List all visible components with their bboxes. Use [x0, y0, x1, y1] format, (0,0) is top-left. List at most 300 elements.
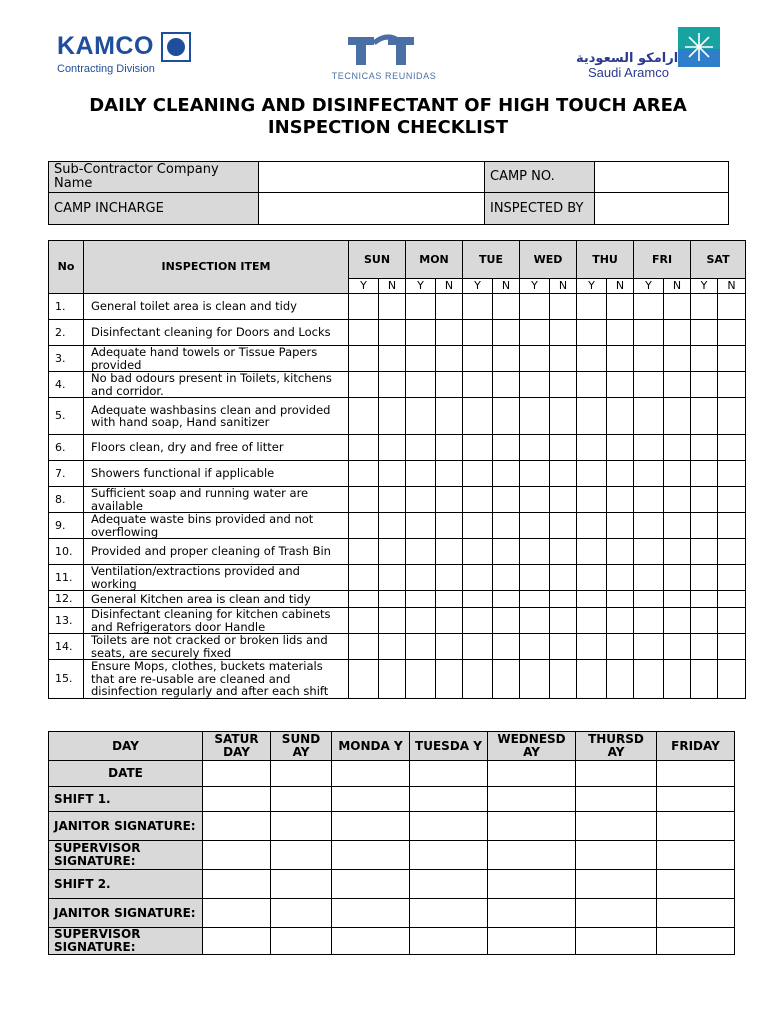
schedule-entry-cell[interactable] — [332, 761, 410, 787]
check-cell-tue-n[interactable] — [493, 539, 520, 565]
check-cell-sun-n[interactable] — [379, 660, 406, 699]
check-cell-fri-y[interactable] — [634, 435, 664, 461]
schedule-entry-cell[interactable] — [576, 787, 657, 812]
check-cell-mon-n[interactable] — [436, 487, 463, 513]
checklist-row — [49, 294, 746, 320]
check-cell-thu-n[interactable] — [607, 294, 634, 320]
check-cell-thu-y[interactable] — [577, 372, 607, 398]
check-cell-tue-y[interactable] — [463, 539, 493, 565]
check-cell-sat-n[interactable] — [718, 294, 746, 320]
check-cell-fri-n[interactable] — [664, 435, 691, 461]
check-cell-sat-n[interactable] — [718, 660, 746, 699]
check-cell-sat-y[interactable] — [691, 294, 718, 320]
day-header-thu: THU — [577, 241, 634, 279]
check-cell-mon-n[interactable] — [436, 372, 463, 398]
check-cell-thu-y[interactable] — [577, 591, 607, 608]
check-cell-sat-n[interactable] — [718, 539, 746, 565]
schedule-entry-cell[interactable] — [332, 787, 410, 812]
check-cell-thu-n[interactable] — [607, 398, 634, 435]
check-cell-sat-y[interactable] — [691, 320, 718, 346]
schedule-entry-cell[interactable] — [271, 761, 332, 787]
check-cell-mon-n[interactable] — [436, 346, 463, 372]
check-cell-wed-y[interactable] — [520, 435, 550, 461]
check-cell-sun-n[interactable] — [379, 372, 406, 398]
schedule-entry-cell[interactable] — [657, 787, 735, 812]
checklist-row — [49, 320, 746, 346]
check-cell-wed-n[interactable] — [550, 539, 577, 565]
check-cell-thu-y[interactable] — [577, 461, 607, 487]
check-cell-sat-y[interactable] — [691, 461, 718, 487]
check-cell-sun-y[interactable] — [349, 435, 379, 461]
schedule-entry-cell[interactable] — [657, 812, 735, 841]
check-cell-wed-y[interactable] — [520, 660, 550, 699]
check-cell-fri-y[interactable] — [634, 346, 664, 372]
check-cell-thu-n[interactable] — [607, 660, 634, 699]
check-cell-sat-y[interactable] — [691, 591, 718, 608]
schedule-row — [49, 761, 735, 787]
check-cell-mon-n[interactable] — [436, 608, 463, 634]
schedule-entry-cell[interactable] — [488, 787, 576, 812]
check-cell-mon-n[interactable] — [436, 634, 463, 660]
check-cell-sun-y[interactable] — [349, 372, 379, 398]
check-cell-fri-y[interactable] — [634, 565, 664, 591]
check-cell-fri-n[interactable] — [664, 487, 691, 513]
check-cell-mon-y[interactable] — [406, 591, 436, 608]
check-cell-mon-y[interactable] — [406, 539, 436, 565]
check-cell-wed-n[interactable] — [550, 634, 577, 660]
schedule-row-label: SUPERVISOR SIGNATURE: — [49, 841, 203, 870]
check-cell-wed-y[interactable] — [520, 634, 550, 660]
check-cell-wed-n[interactable] — [550, 487, 577, 513]
item-number: 9. — [49, 513, 84, 539]
check-cell-fri-y[interactable] — [634, 634, 664, 660]
check-cell-wed-y[interactable] — [520, 608, 550, 634]
check-cell-tue-n[interactable] — [493, 513, 520, 539]
column-header-no: No — [49, 241, 84, 294]
check-cell-wed-y[interactable] — [520, 372, 550, 398]
check-cell-thu-n[interactable] — [607, 634, 634, 660]
schedule-entry-cell[interactable] — [657, 870, 735, 899]
check-cell-tue-n[interactable] — [493, 435, 520, 461]
no-header-fri: N — [664, 279, 691, 294]
schedule-entry-cell[interactable] — [332, 899, 410, 928]
check-cell-sun-y[interactable] — [349, 461, 379, 487]
check-cell-sat-y[interactable] — [691, 513, 718, 539]
check-cell-sat-n[interactable] — [718, 372, 746, 398]
check-cell-mon-n[interactable] — [436, 398, 463, 435]
check-cell-sun-n[interactable] — [379, 294, 406, 320]
check-cell-fri-y[interactable] — [634, 372, 664, 398]
check-cell-tue-n[interactable] — [493, 660, 520, 699]
check-cell-fri-y[interactable] — [634, 591, 664, 608]
schedule-entry-cell[interactable] — [203, 812, 271, 841]
check-cell-sun-n[interactable] — [379, 346, 406, 372]
check-cell-wed-n[interactable] — [550, 565, 577, 591]
schedule-entry-cell[interactable] — [410, 928, 488, 955]
check-cell-fri-n[interactable] — [664, 591, 691, 608]
check-cell-tue-y[interactable] — [463, 346, 493, 372]
check-cell-fri-n[interactable] — [664, 372, 691, 398]
no-header-sun: N — [379, 279, 406, 294]
check-cell-sat-n[interactable] — [718, 435, 746, 461]
check-cell-tue-y[interactable] — [463, 660, 493, 699]
check-cell-tue-n[interactable] — [493, 372, 520, 398]
schedule-entry-cell[interactable] — [332, 928, 410, 955]
check-cell-tue-n[interactable] — [493, 487, 520, 513]
checklist-row — [49, 539, 746, 565]
check-cell-sun-n[interactable] — [379, 435, 406, 461]
check-cell-fri-y[interactable] — [634, 320, 664, 346]
schedule-entry-cell[interactable] — [576, 928, 657, 955]
item-text: Toilets are not cracked or broken lids and seats, are securely fixed — [84, 634, 349, 660]
check-cell-fri-y[interactable] — [634, 513, 664, 539]
check-cell-sat-n[interactable] — [718, 461, 746, 487]
check-cell-wed-n[interactable] — [550, 513, 577, 539]
check-cell-wed-n[interactable] — [550, 398, 577, 435]
check-cell-sun-n[interactable] — [379, 608, 406, 634]
check-cell-fri-n[interactable] — [664, 539, 691, 565]
check-cell-tue-y[interactable] — [463, 513, 493, 539]
camp-no-label: CAMP NO. — [485, 162, 595, 193]
schedule-entry-cell[interactable] — [576, 870, 657, 899]
schedule-entry-cell[interactable] — [576, 899, 657, 928]
check-cell-sat-n[interactable] — [718, 398, 746, 435]
check-cell-thu-n[interactable] — [607, 608, 634, 634]
check-cell-sat-n[interactable] — [718, 565, 746, 591]
check-cell-mon-n[interactable] — [436, 539, 463, 565]
check-cell-thu-y[interactable] — [577, 539, 607, 565]
check-cell-tue-n[interactable] — [493, 294, 520, 320]
schedule-entry-cell[interactable] — [410, 841, 488, 870]
check-cell-mon-y[interactable] — [406, 346, 436, 372]
check-cell-tue-n[interactable] — [493, 320, 520, 346]
check-cell-mon-y[interactable] — [406, 513, 436, 539]
check-cell-mon-n[interactable] — [436, 591, 463, 608]
check-cell-tue-y[interactable] — [463, 461, 493, 487]
check-cell-fri-y[interactable] — [634, 608, 664, 634]
check-cell-thu-n[interactable] — [607, 487, 634, 513]
check-cell-wed-n[interactable] — [550, 294, 577, 320]
check-cell-sun-y[interactable] — [349, 513, 379, 539]
check-cell-sat-y[interactable] — [691, 660, 718, 699]
inspected-by-field[interactable] — [595, 193, 729, 225]
item-text: Disinfectant cleaning for Doors and Locks — [84, 320, 349, 346]
check-cell-fri-n[interactable] — [664, 398, 691, 435]
check-cell-sat-n[interactable] — [718, 591, 746, 608]
schedule-entry-cell[interactable] — [657, 761, 735, 787]
check-cell-sun-y[interactable] — [349, 487, 379, 513]
schedule-entry-cell[interactable] — [657, 841, 735, 870]
check-cell-sat-n[interactable] — [718, 513, 746, 539]
check-cell-sat-y[interactable] — [691, 398, 718, 435]
schedule-entry-cell[interactable] — [271, 812, 332, 841]
check-cell-thu-n[interactable] — [607, 372, 634, 398]
check-cell-tue-n[interactable] — [493, 591, 520, 608]
item-text: Sufficient soap and running water are available — [84, 487, 349, 513]
check-cell-wed-n[interactable] — [550, 435, 577, 461]
schedule-entry-cell[interactable] — [488, 899, 576, 928]
no-header-thu: N — [607, 279, 634, 294]
check-cell-sat-n[interactable] — [718, 634, 746, 660]
check-cell-tue-y[interactable] — [463, 398, 493, 435]
check-cell-mon-y[interactable] — [406, 461, 436, 487]
check-cell-mon-y[interactable] — [406, 372, 436, 398]
check-cell-sat-y[interactable] — [691, 487, 718, 513]
check-cell-thu-y[interactable] — [577, 565, 607, 591]
check-cell-fri-y[interactable] — [634, 461, 664, 487]
check-cell-sun-n[interactable] — [379, 513, 406, 539]
check-cell-wed-y[interactable] — [520, 461, 550, 487]
check-cell-tue-n[interactable] — [493, 398, 520, 435]
check-cell-thu-n[interactable] — [607, 320, 634, 346]
schedule-signature-table — [48, 731, 735, 955]
check-cell-mon-y[interactable] — [406, 435, 436, 461]
schedule-entry-cell[interactable] — [410, 870, 488, 899]
check-cell-mon-y[interactable] — [406, 487, 436, 513]
check-cell-thu-y[interactable] — [577, 320, 607, 346]
schedule-row-label: SHIFT 2. — [49, 870, 203, 899]
check-cell-mon-y[interactable] — [406, 608, 436, 634]
schedule-entry-cell[interactable] — [488, 761, 576, 787]
check-cell-sun-y[interactable] — [349, 634, 379, 660]
check-cell-mon-n[interactable] — [436, 435, 463, 461]
schedule-row — [49, 812, 735, 841]
check-cell-mon-y[interactable] — [406, 565, 436, 591]
schedule-entry-cell[interactable] — [271, 787, 332, 812]
check-cell-tue-y[interactable] — [463, 591, 493, 608]
check-cell-fri-n[interactable] — [664, 461, 691, 487]
check-cell-thu-n[interactable] — [607, 513, 634, 539]
schedule-entry-cell[interactable] — [576, 761, 657, 787]
check-cell-tue-n[interactable] — [493, 461, 520, 487]
check-cell-thu-y[interactable] — [577, 346, 607, 372]
check-cell-wed-n[interactable] — [550, 660, 577, 699]
check-cell-sun-n[interactable] — [379, 461, 406, 487]
schedule-header-6: THURSD AY — [576, 732, 657, 761]
kamco-logo — [57, 32, 155, 75]
check-cell-thu-y[interactable] — [577, 513, 607, 539]
schedule-row-label: JANITOR SIGNATURE: — [49, 812, 203, 841]
schedule-row — [49, 787, 735, 812]
day-header-fri: FRI — [634, 241, 691, 279]
check-cell-wed-n[interactable] — [550, 461, 577, 487]
check-cell-tue-n[interactable] — [493, 608, 520, 634]
check-cell-sun-n[interactable] — [379, 634, 406, 660]
check-cell-mon-y[interactable] — [406, 320, 436, 346]
check-cell-thu-y[interactable] — [577, 608, 607, 634]
item-text: No bad odours present in Toilets, kitchens and corridor. — [84, 372, 349, 398]
check-cell-sun-n[interactable] — [379, 320, 406, 346]
check-cell-tue-y[interactable] — [463, 565, 493, 591]
check-cell-fri-n[interactable] — [664, 634, 691, 660]
schedule-entry-cell[interactable] — [203, 841, 271, 870]
check-cell-mon-y[interactable] — [406, 294, 436, 320]
check-cell-wed-y[interactable] — [520, 513, 550, 539]
check-cell-sun-y[interactable] — [349, 608, 379, 634]
check-cell-sun-y[interactable] — [349, 539, 379, 565]
inspection-checklist-table — [48, 240, 746, 699]
item-number: 14. — [49, 634, 84, 660]
check-cell-thu-n[interactable] — [607, 435, 634, 461]
check-cell-tue-y[interactable] — [463, 435, 493, 461]
check-cell-sat-y[interactable] — [691, 435, 718, 461]
check-cell-fri-n[interactable] — [664, 320, 691, 346]
check-cell-sun-y[interactable] — [349, 294, 379, 320]
schedule-entry-cell[interactable] — [203, 870, 271, 899]
check-cell-sun-y[interactable] — [349, 565, 379, 591]
check-cell-sat-y[interactable] — [691, 565, 718, 591]
schedule-entry-cell[interactable] — [203, 899, 271, 928]
check-cell-fri-n[interactable] — [664, 565, 691, 591]
check-cell-wed-y[interactable] — [520, 320, 550, 346]
check-cell-wed-n[interactable] — [550, 372, 577, 398]
check-cell-thu-y[interactable] — [577, 660, 607, 699]
schedule-entry-cell[interactable] — [410, 812, 488, 841]
check-cell-wed-y[interactable] — [520, 487, 550, 513]
check-cell-tue-y[interactable] — [463, 634, 493, 660]
schedule-entry-cell[interactable] — [332, 870, 410, 899]
check-cell-fri-n[interactable] — [664, 608, 691, 634]
check-cell-sun-y[interactable] — [349, 660, 379, 699]
check-cell-sat-y[interactable] — [691, 346, 718, 372]
check-cell-thu-y[interactable] — [577, 634, 607, 660]
schedule-entry-cell[interactable] — [271, 899, 332, 928]
check-cell-sun-n[interactable] — [379, 565, 406, 591]
schedule-entry-cell[interactable] — [332, 841, 410, 870]
check-cell-wed-y[interactable] — [520, 565, 550, 591]
check-cell-tue-n[interactable] — [493, 346, 520, 372]
check-cell-sun-n[interactable] — [379, 487, 406, 513]
check-cell-fri-y[interactable] — [634, 539, 664, 565]
check-cell-wed-y[interactable] — [520, 294, 550, 320]
schedule-row — [49, 899, 735, 928]
check-cell-mon-n[interactable] — [436, 513, 463, 539]
check-cell-mon-n[interactable] — [436, 320, 463, 346]
check-cell-mon-n[interactable] — [436, 294, 463, 320]
schedule-entry-cell[interactable] — [576, 841, 657, 870]
check-cell-fri-y[interactable] — [634, 487, 664, 513]
check-cell-sat-n[interactable] — [718, 320, 746, 346]
check-cell-wed-n[interactable] — [550, 608, 577, 634]
tecnicas-reunidas-mark-icon — [318, 33, 450, 71]
check-cell-tue-y[interactable] — [463, 320, 493, 346]
schedule-entry-cell[interactable] — [488, 870, 576, 899]
check-cell-thu-n[interactable] — [607, 346, 634, 372]
check-cell-thu-n[interactable] — [607, 565, 634, 591]
check-cell-wed-n[interactable] — [550, 346, 577, 372]
check-cell-fri-y[interactable] — [634, 398, 664, 435]
schedule-entry-cell[interactable] — [488, 928, 576, 955]
schedule-entry-cell[interactable] — [203, 761, 271, 787]
check-cell-thu-n[interactable] — [607, 461, 634, 487]
check-cell-thu-y[interactable] — [577, 294, 607, 320]
schedule-entry-cell[interactable] — [410, 787, 488, 812]
check-cell-sun-n[interactable] — [379, 398, 406, 435]
check-cell-sun-n[interactable] — [379, 539, 406, 565]
check-cell-sat-y[interactable] — [691, 372, 718, 398]
check-cell-thu-n[interactable] — [607, 591, 634, 608]
check-cell-wed-y[interactable] — [520, 591, 550, 608]
check-cell-thu-y[interactable] — [577, 435, 607, 461]
saudi-aramco-logo — [574, 27, 724, 82]
check-cell-tue-y[interactable] — [463, 294, 493, 320]
item-number: 11. — [49, 565, 84, 591]
schedule-entry-cell[interactable] — [203, 928, 271, 955]
check-cell-fri-y[interactable] — [634, 294, 664, 320]
check-cell-mon-y[interactable] — [406, 398, 436, 435]
check-cell-wed-y[interactable] — [520, 398, 550, 435]
schedule-entry-cell[interactable] — [271, 870, 332, 899]
schedule-entry-cell[interactable] — [271, 841, 332, 870]
check-cell-sun-y[interactable] — [349, 320, 379, 346]
schedule-entry-cell[interactable] — [657, 928, 735, 955]
check-cell-mon-n[interactable] — [436, 660, 463, 699]
schedule-entry-cell[interactable] — [410, 899, 488, 928]
check-cell-wed-y[interactable] — [520, 346, 550, 372]
schedule-entry-cell[interactable] — [657, 899, 735, 928]
check-cell-thu-y[interactable] — [577, 398, 607, 435]
check-cell-sat-y[interactable] — [691, 539, 718, 565]
check-cell-wed-y[interactable] — [520, 539, 550, 565]
schedule-entry-cell[interactable] — [332, 812, 410, 841]
schedule-entry-cell[interactable] — [203, 787, 271, 812]
check-cell-thu-y[interactable] — [577, 487, 607, 513]
check-cell-fri-n[interactable] — [664, 513, 691, 539]
check-cell-mon-n[interactable] — [436, 565, 463, 591]
check-cell-wed-n[interactable] — [550, 320, 577, 346]
check-cell-tue-y[interactable] — [463, 487, 493, 513]
schedule-entry-cell[interactable] — [488, 812, 576, 841]
check-cell-sun-n[interactable] — [379, 591, 406, 608]
check-cell-mon-y[interactable] — [406, 634, 436, 660]
check-cell-sat-n[interactable] — [718, 346, 746, 372]
logo-row — [0, 0, 768, 90]
schedule-row — [49, 928, 735, 955]
camp-no-field[interactable] — [595, 162, 729, 193]
item-number: 2. — [49, 320, 84, 346]
check-cell-sun-y[interactable] — [349, 398, 379, 435]
check-cell-sat-y[interactable] — [691, 608, 718, 634]
check-cell-wed-n[interactable] — [550, 591, 577, 608]
check-cell-mon-n[interactable] — [436, 461, 463, 487]
check-cell-sun-y[interactable] — [349, 591, 379, 608]
check-cell-fri-n[interactable] — [664, 660, 691, 699]
schedule-entry-cell[interactable] — [271, 928, 332, 955]
item-number: 10. — [49, 539, 84, 565]
check-cell-sat-n[interactable] — [718, 608, 746, 634]
subcontractor-field[interactable] — [259, 162, 485, 193]
checklist-row — [49, 634, 746, 660]
check-cell-fri-n[interactable] — [664, 294, 691, 320]
schedule-entry-cell[interactable] — [410, 761, 488, 787]
check-cell-sat-y[interactable] — [691, 634, 718, 660]
check-cell-tue-y[interactable] — [463, 372, 493, 398]
schedule-entry-cell[interactable] — [576, 812, 657, 841]
check-cell-tue-n[interactable] — [493, 634, 520, 660]
check-cell-fri-y[interactable] — [634, 660, 664, 699]
checklist-row — [49, 487, 746, 513]
check-cell-thu-n[interactable] — [607, 539, 634, 565]
camp-incharge-field[interactable] — [259, 193, 485, 225]
check-cell-fri-n[interactable] — [664, 346, 691, 372]
check-cell-sun-y[interactable] — [349, 346, 379, 372]
schedule-entry-cell[interactable] — [488, 841, 576, 870]
page-title — [40, 95, 736, 139]
check-cell-tue-y[interactable] — [463, 608, 493, 634]
check-cell-sat-n[interactable] — [718, 487, 746, 513]
check-cell-mon-y[interactable] — [406, 660, 436, 699]
check-cell-tue-n[interactable] — [493, 565, 520, 591]
